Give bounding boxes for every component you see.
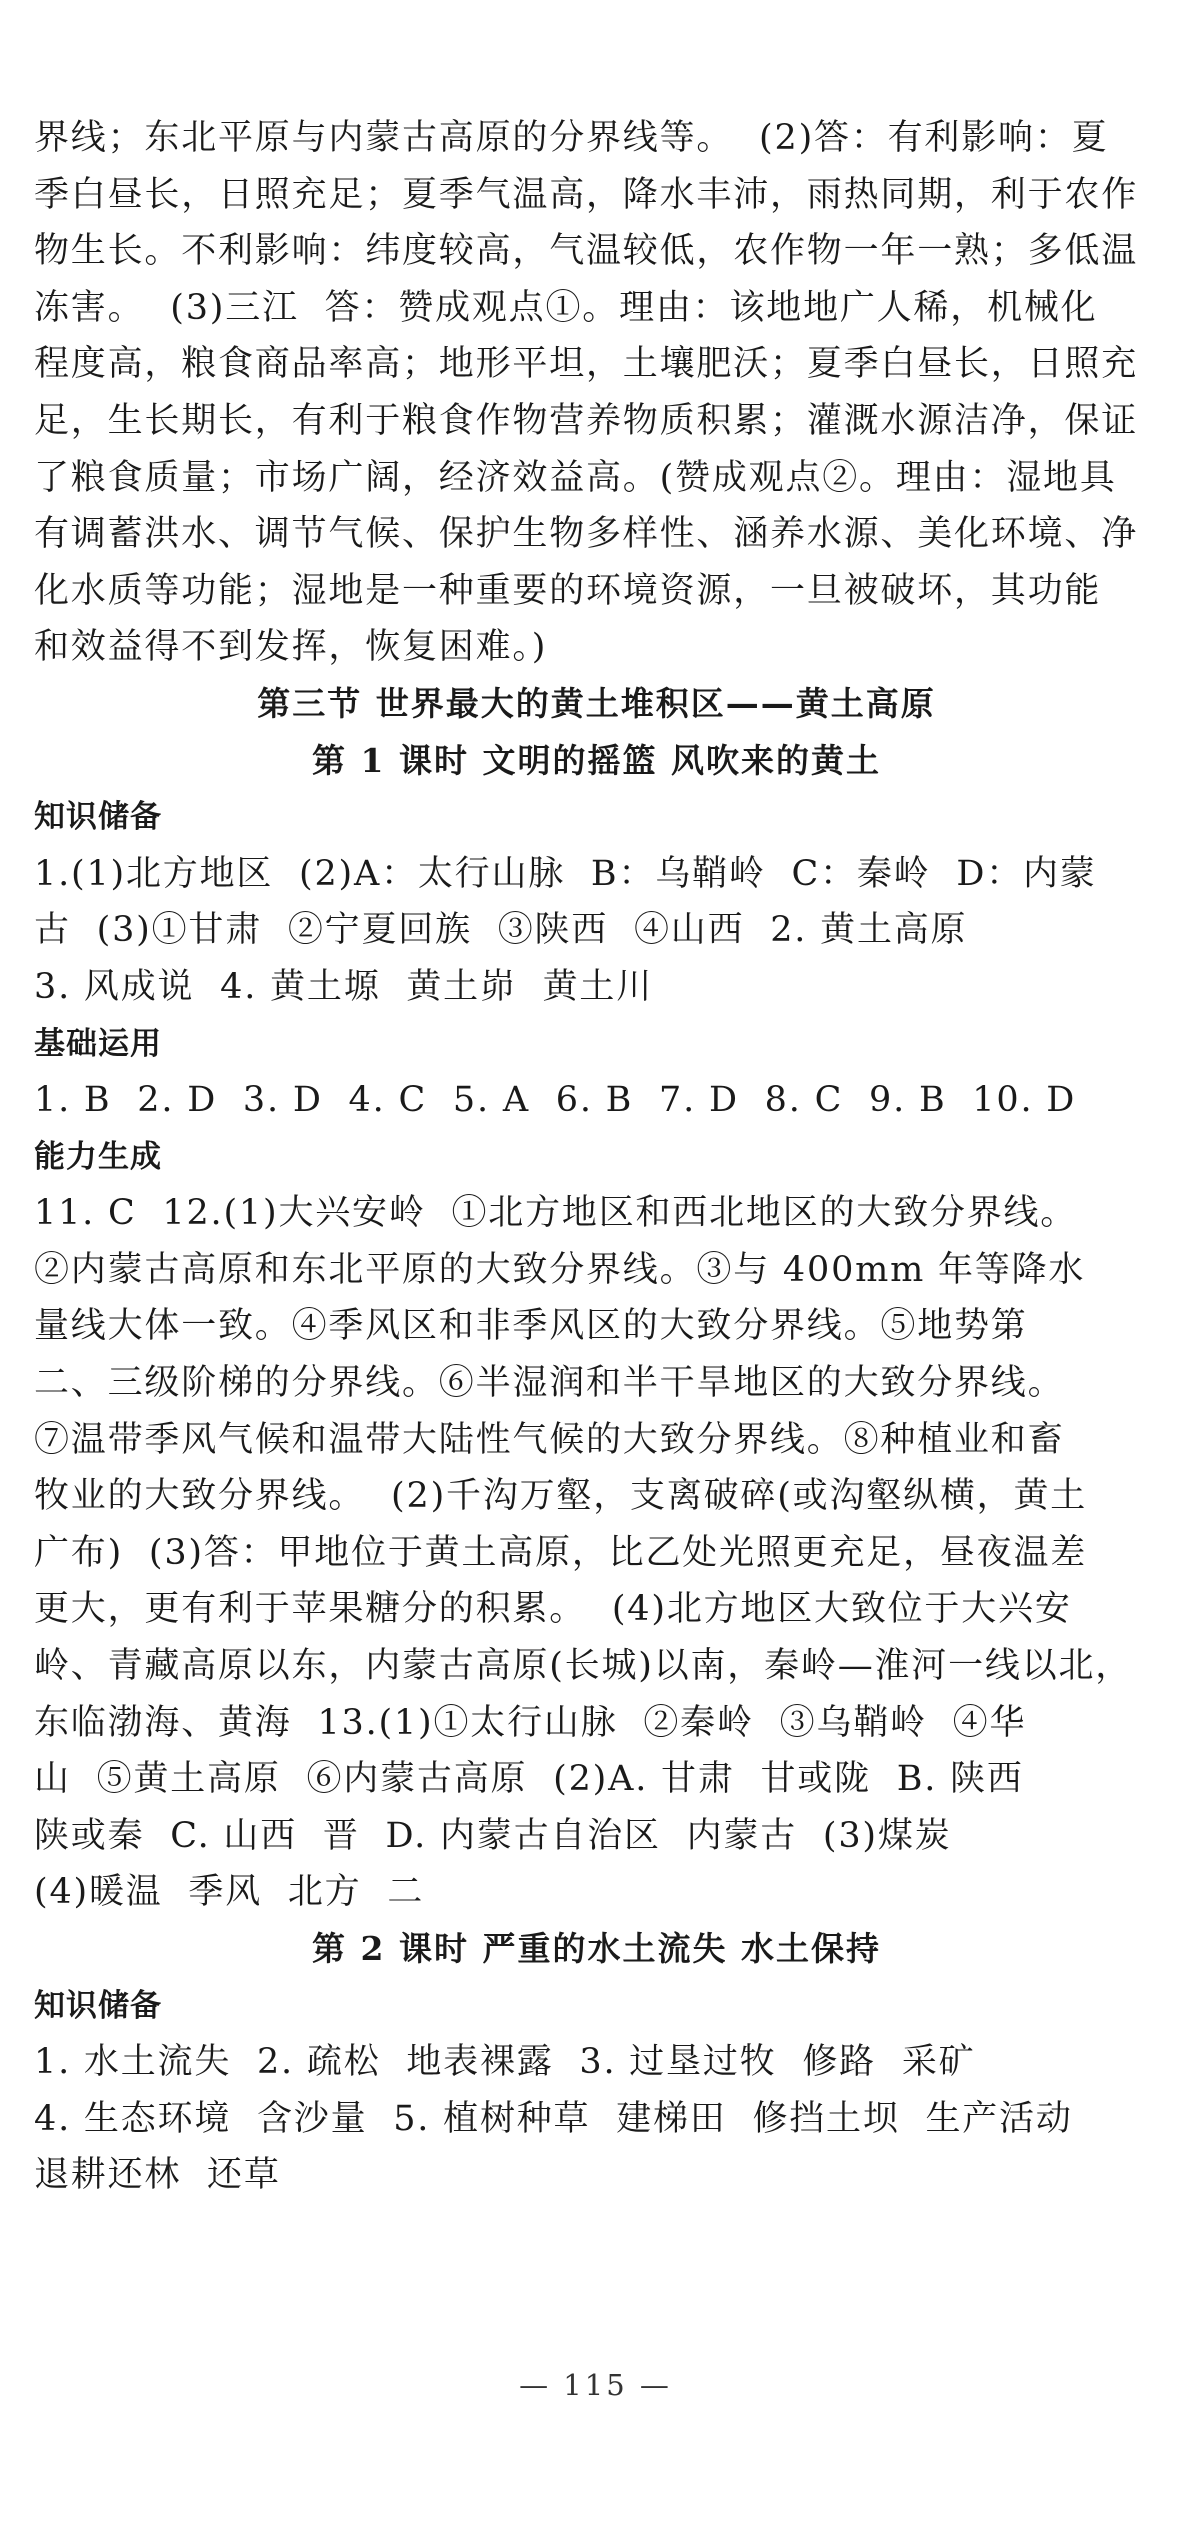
text-line: ②内蒙古高原和东北平原的大致分界线。③与 400mm 年等降水 xyxy=(34,1249,1086,1290)
lesson-title: 第 1 课时 文明的摇篮 风吹来的黄土 xyxy=(312,740,881,780)
lesson-2 xyxy=(34,1921,1159,2204)
text-line: 化水质等功能；湿地是一种重要的环境资源，一旦被破坏，其功能 xyxy=(34,570,1102,611)
basic-heading: 基础运用 xyxy=(34,1025,162,1062)
text-line: 二、三级阶梯的分界线。⑥半湿润和半干旱地区的大致分界线。 xyxy=(34,1363,1065,1404)
intro-paragraph xyxy=(34,110,1159,676)
text-line: 广布) (3)答：甲地位于黄土高原，比乙处光照更充足，昼夜温差 xyxy=(34,1532,1088,1573)
page-content xyxy=(34,110,1159,2204)
text-line: 和效益得不到发挥，恢复困难。) xyxy=(34,627,548,668)
text-line: 古 (3)①甘肃 ②宁夏回族 ③陕西 ④山西 2. 黄土高原 xyxy=(34,910,968,951)
text-line: ⑦温带季风气候和温带大陆性气候的大致分界线。⑧种植业和畜 xyxy=(34,1419,1065,1460)
lesson-title: 第 2 课时 严重的水土流失 水土保持 xyxy=(312,1929,881,1968)
page-number: — 115 — xyxy=(519,2368,672,2402)
text-line: 界线；东北平原与内蒙古高原的分界线等。 (2)答：有利影响：夏 xyxy=(34,118,1109,158)
text-line: 1. B 2. D 3. D 4. C 5. A 6. B 7. D 8. C 9. B 10. D xyxy=(34,1080,1077,1121)
knowledge-heading: 知识储备 xyxy=(34,799,162,836)
text-line: 退耕还林 还草 xyxy=(34,2155,281,2196)
text-line: 有调蓄洪水、调节气候、保护生物多样性、涵养水源、美化环境、净 xyxy=(34,514,1139,555)
lesson-1 xyxy=(34,733,1159,1921)
text-line: 更大，更有利于苹果糖分的积累。 (4)北方地区大致位于大兴安 xyxy=(34,1589,1072,1630)
section-title: 第三节 世界最大的黄土堆积区——黄土高原 xyxy=(257,683,936,723)
ability-heading: 能力生成 xyxy=(34,1138,162,1175)
text-line: 东临渤海、黄海 13.(1)①太行山脉 ②秦岭 ③乌鞘岭 ④华 xyxy=(34,1702,1027,1743)
text-line: 11. C 12.(1)大兴安岭 ①北方地区和西北地区的大致分界线。 xyxy=(34,1193,1078,1234)
text-line: 山 ⑤黄土高原 ⑥内蒙古高原 (2)A. 甘肃 甘或陇 B. 陕西 xyxy=(34,1759,1024,1800)
text-line: 程度高，粮食商品率高；地形平坦，土壤肥沃；夏季白昼长，日照充 xyxy=(34,344,1139,385)
text-line: 季白昼长，日照充足；夏季气温高，降水丰沛，雨热同期，利于农作 xyxy=(34,174,1139,215)
text-line: 1. 水土流失 2. 疏松 地表裸露 3. 过垦过牧 修路 采矿 xyxy=(34,2042,976,2083)
text-line: 1.(1)北方地区 (2)A：太行山脉 B：乌鞘岭 C：秦岭 D：内蒙 xyxy=(34,853,1097,894)
text-line: 3. 风成说 4. 黄土塬 黄土峁 黄土川 xyxy=(34,966,653,1007)
text-line: 了粮食质量；市场广阔，经济效益高。(赞成观点②。理由：湿地具 xyxy=(34,457,1117,498)
knowledge-heading: 知识储备 xyxy=(34,1987,162,2024)
text-line: 足，生长期长，有利于粮食作物营养物质积累；灌溉水源洁净，保证 xyxy=(34,400,1139,441)
text-line: 牧业的大致分界线。 (2)千沟万壑，支离破碎(或沟壑纵横，黄土 xyxy=(34,1476,1088,1517)
text-line: 冻害。 (3)三江 答：赞成观点①。理由：该地地广人稀，机械化 xyxy=(34,287,1098,328)
text-line: 4. 生态环境 含沙量 5. 植树种草 建梯田 修挡土坝 生产活动 xyxy=(34,2098,1073,2139)
text-line: 陕或秦 C. 山西 晋 D. 内蒙古自治区 内蒙古 (3)煤炭 xyxy=(34,1815,952,1856)
text-line: 物生长。不利影响：纬度较高，气温较低，农作物一年一熟；多低温 xyxy=(34,231,1139,272)
text-line: 量线大体一致。④季风区和非季风区的大致分界线。⑤地势第 xyxy=(34,1306,1028,1347)
text-line: (4)暖温 季风 北方 二 xyxy=(34,1872,425,1913)
text-line: 岭、青藏高原以东，内蒙古高原(长城)以南，秦岭—淮河一线以北， xyxy=(34,1646,1133,1687)
